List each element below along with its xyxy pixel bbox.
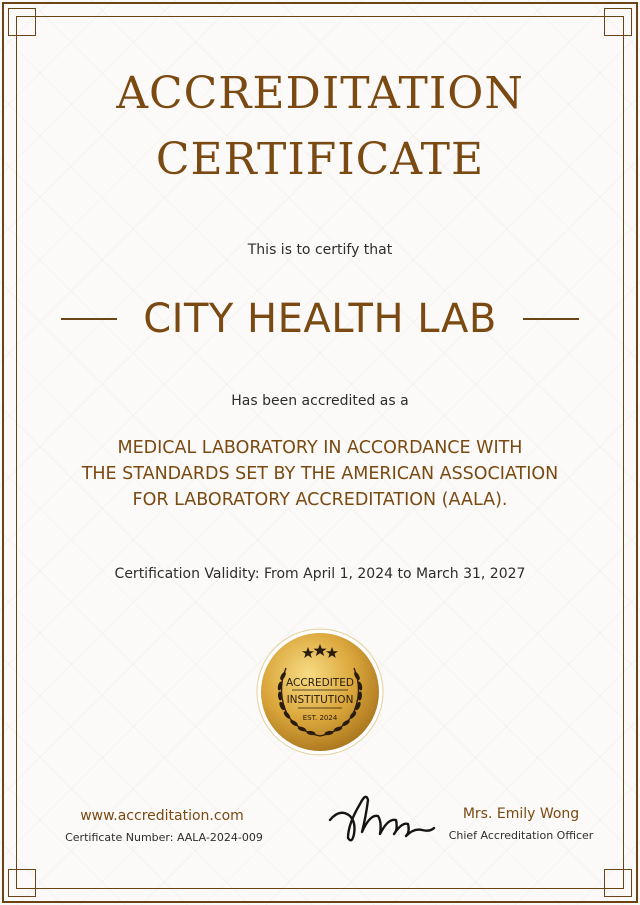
website-link[interactable]: www.accreditation.com — [80, 808, 244, 824]
organization-right-rule — [523, 318, 579, 320]
organization-left-rule — [61, 318, 117, 320]
organization-row — [0, 296, 640, 342]
accredited-text: Has been accredited as a — [231, 393, 409, 409]
statement-line: FOR LABORATORY ACCREDITATION (AALA). — [132, 490, 508, 510]
signer-name: Mrs. Emily Wong — [462, 806, 580, 822]
seal-established: EST. 2024 — [302, 714, 338, 722]
seal-line2: INSTITUTION — [286, 694, 354, 706]
signer-title: Chief Accreditation Officer — [448, 829, 594, 842]
statement-line: THE STANDARDS SET BY THE AMERICAN ASSOCIATION — [81, 464, 559, 484]
corner-ornament-top-left — [8, 8, 36, 36]
accreditation-statement — [40, 435, 600, 513]
corner-ornament-top-right — [604, 8, 632, 36]
corner-ornament-bottom-left — [8, 869, 36, 897]
corner-ornament-bottom-right — [604, 869, 632, 897]
certificate-number: Certificate Number: AALA-2024-009 — [65, 831, 263, 844]
seal-line1: ACCREDITED — [286, 677, 354, 689]
statement-line: MEDICAL LABORATORY IN ACCORDANCE WITH — [117, 438, 523, 458]
organization-name: CITY HEALTH LAB — [143, 296, 497, 342]
certificate-title-line2: CERTIFICATE — [155, 134, 485, 185]
signature-icon — [326, 778, 438, 850]
intro-text: This is to certify that — [247, 242, 393, 258]
validity-text: Certification Validity: From April 1, 2024 to March 31, 2027 — [114, 566, 526, 582]
certificate-title-line1: ACCREDITATION — [116, 68, 524, 119]
accredited-seal-icon — [256, 628, 384, 756]
